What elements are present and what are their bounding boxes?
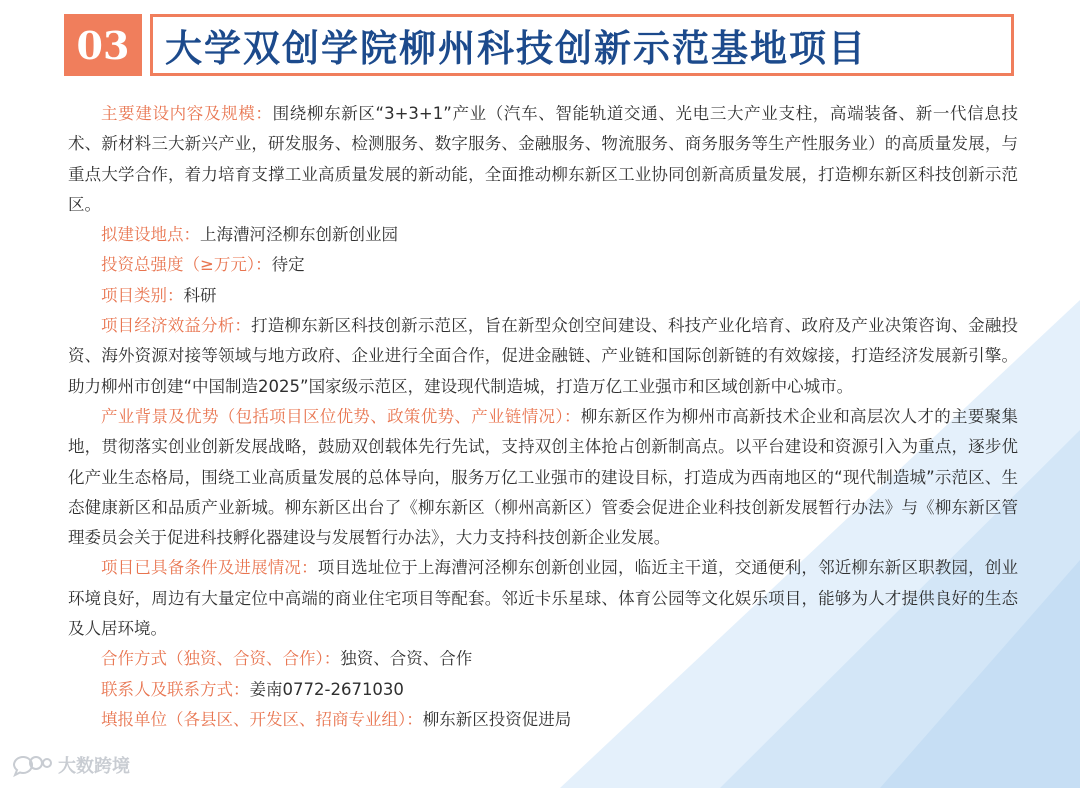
label-contact: 联系人及联系方式：: [101, 679, 250, 699]
text-cooperation: 独资、合资、合作: [340, 649, 473, 669]
paragraph-background: [68, 402, 1018, 553]
text-contact: 姜南0772-2671030: [249, 679, 404, 699]
watermark-text: 大数跨境: [58, 756, 130, 777]
paragraph-progress: [68, 553, 1018, 644]
paragraph-reporting-unit: [68, 705, 1018, 735]
label-cooperation: 合作方式（独资、合资、合作）：: [101, 649, 341, 669]
label-main-content: 主要建设内容及规模：: [101, 104, 273, 123]
text-progress: 项目选址位于上海漕河泾柳东创新创业园，临近主干道，交通便利，邻近柳东新区职教园，创业环境良好，周边有大量定位中高端的商业住宅项目等配套。邻近卡乐星球、体育公园等文化娱乐项目，能够为人才提供良好的生态及人居环境。: [68, 558, 1019, 639]
label-background: 产业背景及优势（包括项目区位优势、政策优势、产业链情况）：: [101, 406, 581, 426]
label-location: 拟建设地点：: [101, 225, 200, 245]
watermark: [10, 752, 130, 778]
label-category: 项目类别：: [101, 285, 184, 305]
text-investment: 待定: [271, 255, 305, 275]
label-progress: 项目已具备条件及进展情况：: [101, 558, 318, 578]
text-economic-analysis: 打造柳东新区科技创新示范区，旨在新型众创空间建设、科技产业化培育、政府及产业决策咨询、金融投资、海外资源对接等领域与地方政府、企业进行全面合作，促进金融链、产业链和国际创新链的有效嫁接，打造经济发展新引擎。助力柳州市创建“中国制造2025”国家级示范区，建设现代制造城，打造万亿工业强市和区域创新中心城市。: [68, 316, 1019, 396]
label-investment: 投资总强度（≥万元）：: [101, 255, 272, 275]
paragraph-location: [68, 220, 1018, 250]
label-economic-analysis: 项目经济效益分析：: [101, 316, 252, 336]
text-location: 上海漕河泾柳东创新创业园: [200, 225, 398, 245]
text-reporting-unit: 柳东新区投资促进局: [422, 709, 572, 729]
paragraph-main-content: [68, 99, 1018, 220]
section-header: [64, 14, 1014, 76]
paragraph-investment: [68, 250, 1018, 280]
text-background: 柳东新区作为柳州市高新技术企业和高层次人才的主要聚集地，贯彻落实创业创新发展战略，鼓励双创载体先行先试，支持双创主体抢占创新制高点。以平台建设和资源引入为重点，逐步优化产业生态格局，围绕工业高质量发展的总体导向，服务万亿工业强市的建设目标，打造成为西南地区的“现代制造城”示范区、生态健康新区和品质产业新城。柳东新区出台了《柳东新区（柳州高新区）管委会促进企业科技创新发展暂行办法》与《柳东新区管理委员会关于促进科技孵化器建设与发展暂行办法》，大力支持科技创新企业发展。: [68, 406, 1019, 548]
text-main-content: 围绕柳东新区“3+3+1”产业（汽车、智能轨道交通、光电三大产业支柱，高端装备、新一代信息技术、新材料三大新兴产业，研发服务、检测服务、数字服务、金融服务、物流服务、商务服务等生产性服务业）的高质量发展，与重点大学合作，着力培育支撑工业高质量发展的新动能，全面推动柳东新区工业协同创新高质量发展，打造柳东新区科技创新示范区。: [68, 104, 1019, 214]
paragraph-cooperation: [68, 644, 1018, 674]
project-details: [68, 99, 1018, 735]
title-frame: [150, 14, 1014, 76]
text-category: 科研: [183, 285, 217, 305]
page-title: 大学双创学院柳州科技创新示范基地项目: [165, 26, 867, 70]
label-reporting-unit: 填报单位（各县区、开发区、招商专业组）：: [101, 709, 423, 729]
section-number: 03: [64, 14, 142, 76]
paragraph-contact: [68, 675, 1018, 705]
chat-bubble-icon: [10, 752, 54, 778]
paragraph-category: [68, 281, 1018, 311]
paragraph-economic-analysis: [68, 311, 1018, 402]
